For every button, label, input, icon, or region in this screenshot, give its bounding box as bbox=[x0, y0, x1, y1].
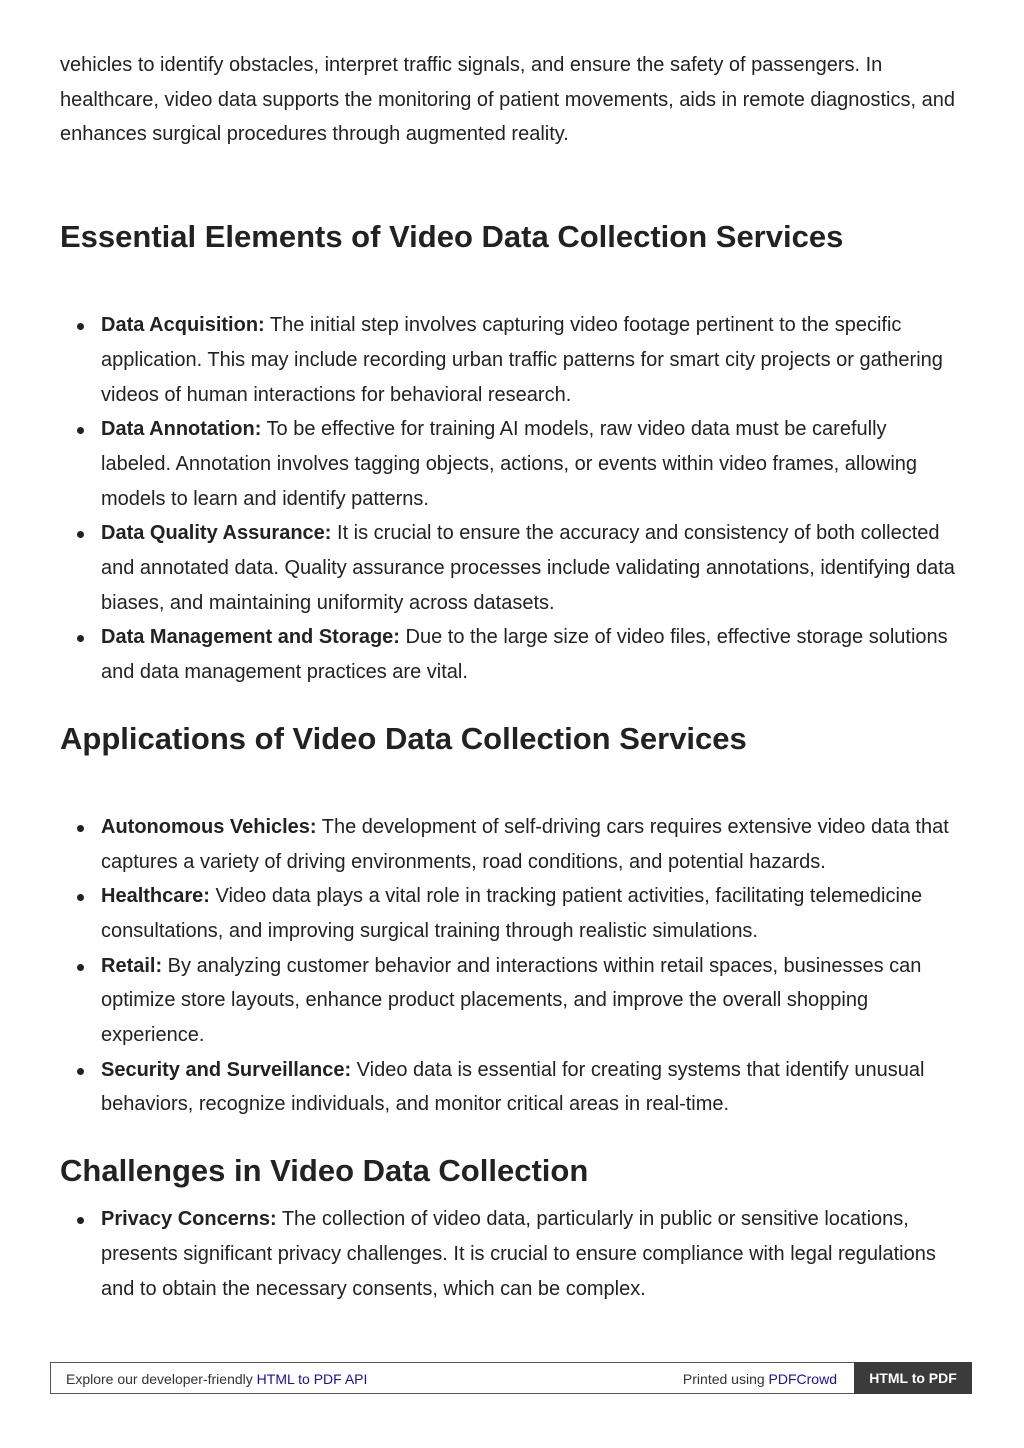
bullet-icon bbox=[77, 825, 84, 832]
item-term: Retail: bbox=[101, 954, 163, 977]
intro-paragraph: vehicles to identify obstacles, interpret traffic signals, and ensure the safety of passengers. In healthcare, video data supports the monitoring of patient movements, aids in remote diagnostics, and enhances surgical procedures through augmented reality. bbox=[60, 54, 955, 146]
item-term: Data Management and Storage: bbox=[101, 626, 400, 649]
item-term: Privacy Concerns: bbox=[101, 1208, 277, 1231]
item-text: It is crucial to ensure the accuracy and consistency of both collected and annotated data. Quality assurance processes include validating annotations, identifying data biases, and maintaining uniformity across datasets. bbox=[101, 522, 955, 614]
pdfcrowd-link[interactable]: PDFCrowd bbox=[768, 1371, 837, 1387]
footer-explore-text: Explore our developer-friendly bbox=[66, 1371, 257, 1387]
html-to-pdf-button[interactable]: HTML to PDF bbox=[854, 1362, 972, 1394]
list-item-data-annotation bbox=[101, 412, 960, 516]
pdfcrowd-footer-banner bbox=[50, 1362, 972, 1394]
bullet-icon bbox=[77, 894, 84, 901]
bullet-icon bbox=[77, 1217, 84, 1224]
challenges-list bbox=[60, 1202, 960, 1306]
item-term: Data Quality Assurance: bbox=[101, 522, 332, 545]
item-term: Data Annotation: bbox=[101, 418, 262, 441]
item-term: Security and Surveillance: bbox=[101, 1058, 352, 1081]
item-text: By analyzing customer behavior and interactions within retail spaces, businesses can optimize store layouts, enhance product placements, and improve the overall shopping experience. bbox=[101, 954, 922, 1047]
item-term: Autonomous Vehicles: bbox=[101, 815, 317, 838]
section-heading-applications: Applications of Video Data Collection Services bbox=[60, 720, 747, 756]
item-text: Video data is essential for creating systems that identify unusual behaviors, recognize individuals, and monitor critical areas in real-time. bbox=[101, 1058, 925, 1116]
bullet-icon bbox=[77, 635, 84, 642]
item-text: The initial step involves capturing video footage pertinent to the specific application. This may include recording urban traffic patterns for smart city projects or gathering videos of human interactions for behavioral research. bbox=[101, 314, 943, 406]
list-item-retail bbox=[101, 949, 960, 1053]
list-item-data-management-storage bbox=[101, 620, 960, 689]
section-heading-challenges: Challenges in Video Data Collection bbox=[60, 1153, 589, 1189]
html-to-pdf-api-link[interactable]: HTML to PDF API bbox=[256, 1371, 368, 1387]
item-text: Video data plays a vital role in tracking patient activities, facilitating telemedicine consultations, and improving surgical training through realistic simulations. bbox=[101, 885, 923, 942]
item-term: Healthcare: bbox=[101, 885, 210, 908]
item-text: Due to the large size of video files, effective storage solutions and data management practices are vital. bbox=[101, 626, 948, 684]
bullet-icon bbox=[77, 964, 84, 971]
bullet-icon bbox=[77, 427, 84, 434]
list-item-security-surveillance bbox=[101, 1053, 960, 1122]
bullet-icon bbox=[77, 531, 84, 538]
essential-elements-list bbox=[60, 308, 960, 690]
item-text: To be effective for training AI models, raw video data must be carefully labeled. Annotation involves tagging objects, actions, or events within video frames, allowing models to learn and identify patterns. bbox=[101, 418, 918, 510]
list-item-privacy-concerns bbox=[101, 1202, 960, 1306]
list-item-data-acquisition bbox=[101, 308, 960, 412]
section-heading-essential-elements: Essential Elements of Video Data Collection Services bbox=[60, 219, 844, 255]
document-body bbox=[60, 48, 960, 1306]
item-term: Data Acquisition: bbox=[101, 314, 265, 337]
list-item-healthcare bbox=[101, 879, 960, 948]
list-item-autonomous-vehicles bbox=[101, 810, 960, 879]
list-item-data-quality-assurance bbox=[101, 516, 960, 620]
bullet-icon bbox=[77, 323, 84, 330]
bullet-icon bbox=[77, 1068, 84, 1075]
footer-printed bbox=[683, 1371, 837, 1387]
applications-list bbox=[60, 810, 960, 1122]
footer-explore bbox=[66, 1371, 367, 1387]
footer-printed-text: Printed using bbox=[682, 1371, 769, 1387]
item-text: The development of self-driving cars requires extensive video data that captures a variety of driving environments, road conditions, and potential hazards. bbox=[101, 815, 949, 873]
item-text: The collection of video data, particularly in public or sensitive locations, presents significant privacy challenges. It is crucial to ensure compliance with legal regulations and to obtain the necessary consents, which can be complex. bbox=[101, 1208, 936, 1300]
